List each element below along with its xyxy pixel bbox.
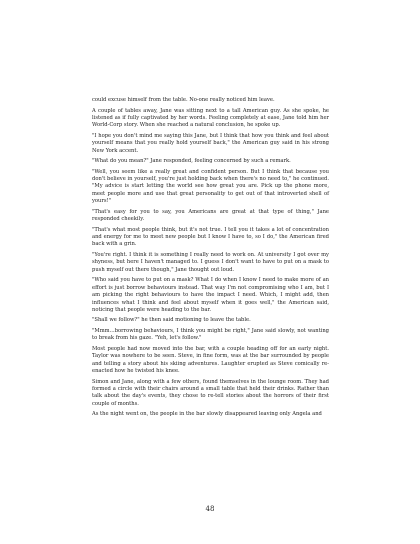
paragraph-6: "That's easy for you to say, you Americans are great at that type of thing," Jane responded cheekily. xyxy=(92,208,329,223)
page-number: 48 xyxy=(205,505,215,513)
paragraph-14: As the night went on, the people in the bar slowly disappeared leaving only Angela and xyxy=(92,411,322,418)
paragraph-9: "Who said you have to put on a mask? What I do when I know I need to make more of an effort is just borrow behaviours instead. That way I'm not compromising who I am, but I am picking the right behaviours to have the impact I need. Which, I might add, then influences what I think and feel about myself when it goes well," the American said, noticing that people were heading to the bar. xyxy=(92,277,329,313)
paragraph-11: "Mmm…borrowing behaviours, I think you might be right," Jane said slowly, not wanting to break from his gaze. "Yeh, let's follow." xyxy=(92,327,329,342)
paragraph-3: "I hope you don't mind me saying this Jane, but I think that how you think and feel about yourself means that you really hold yourself back," the American guy said in his strong New York accent. xyxy=(92,132,329,154)
paragraph-12: Most people had now moved into the bar, with a couple heading off for an early night. Taylor was nowhere to be seen. Steve, in fine form, was at the bar surrounded by people and telling a story about his skiing adventures. Laughter erupted as Steve comically re-enacted how he twisted his knee. xyxy=(92,345,329,375)
paragraph-8: "You're right. I think it is something I really need to work on. At university I got over my shyness, but here I haven't managed to. I guess I don't want to have to put on a mask to push myself out there though," Jane thought out loud. xyxy=(92,251,329,273)
paragraph-13: Simon and Jane, along with a few others, found themselves in the lounge room. They had formed a circle with their chairs around a small table that held their drinks. Rather than talk about the day's events, they chose to re-tell stories about the horrors of their first couple of months. xyxy=(92,378,329,407)
paragraph-7: "That's what most people think, but it's not true. I tell you it takes a lot of concentration and energy for me to meet new people but I know I have to, so I do," the American fired back with a grin. xyxy=(92,226,329,248)
paragraph-1: could excuse himself from the table. No-one really noticed him leave. xyxy=(92,97,275,103)
body-text xyxy=(92,97,329,422)
paragraph-10: "Shall we follow?" he then said motioning to leave the table. xyxy=(92,317,251,324)
paragraph-4: "What do you mean?" Jane responded, feeling concerned by such a remark. xyxy=(92,158,291,165)
paragraph-5: "Well, you seem like a really great and confident person. But I think that because you don't believe in yourself, you're just holding back when there's no need to," he continued. "My advice is start letting the world see how great you are. Pick up the phone more, meet people more and use that great personality to get out of that introverted shell of yours!" xyxy=(92,168,329,205)
paragraph-2: A couple of tables away, Jane was sitting next to a tall American guy. As she spoke, he listened as if fully captivated by her words. Feeling completely at ease, Jane told him her World-Corp story. When she reached a natural conclusion, he spoke up. xyxy=(92,107,329,129)
